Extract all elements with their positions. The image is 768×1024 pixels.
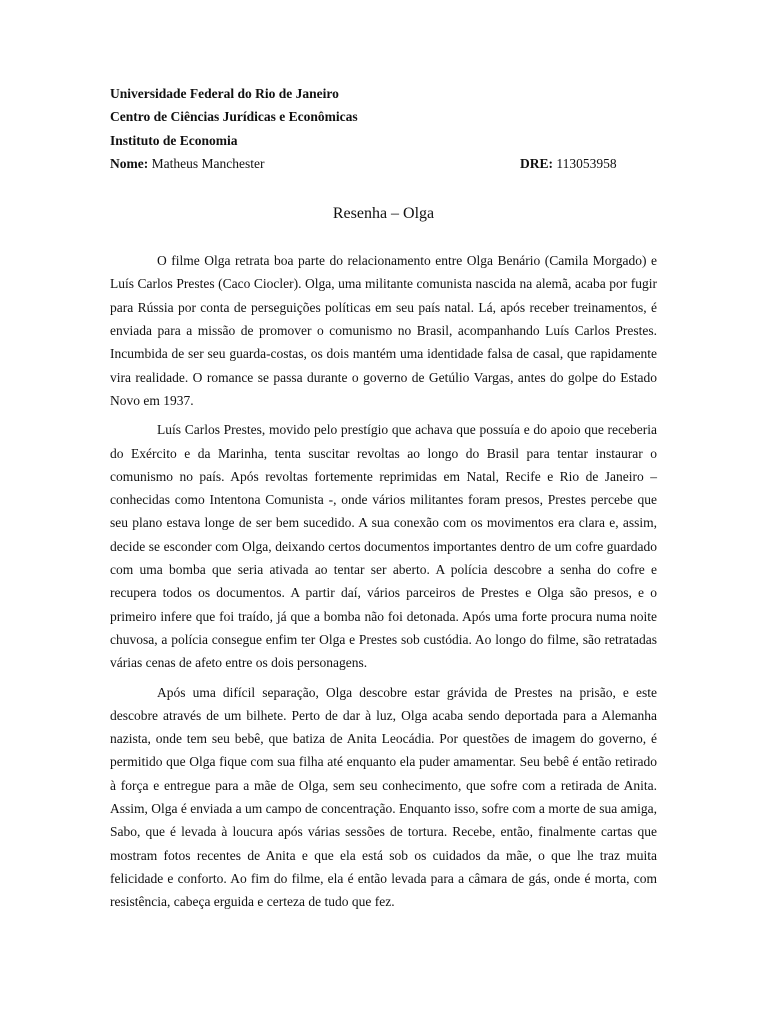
center-line (110, 105, 657, 128)
student-info-row (110, 152, 657, 175)
document-title: Resenha – Olga (332, 205, 435, 223)
paragraph: O filme Olga retrata boa parte do relacionamento entre Olga Benário (Camila Morgado) e Luís Carlos Prestes (Caco Ciocler). Olga, uma militante comunista nascida na alemã, acaba por fugir para Rússia por conta de perseguições políticas em seu país natal. Lá, após receber treinamentos, é enviada para a missão de promover o comunismo no Brasil, acompanhando Luís Carlos Prestes. Incumbida de ser seu guarda-costas, os dois mantém uma identidade falsa de casal, que rapidamente vira realidade. O romance se passa durante o governo de Getúlio Vargas, antes do golpe do Estado Novo em 1937. (110, 253, 657, 408)
institute-line (110, 129, 657, 152)
name-label: Nome: (110, 155, 149, 171)
dre-field (520, 152, 617, 175)
paragraph: Luís Carlos Prestes, movido pelo prestígio que achava que possuía e do apoio que receberia do Exército e da Marinha, tenta suscitar revoltas ao longo do Brasil para tentar instaurar o comunismo no país. Após revoltas fortemente reprimidas em Natal, Recife e Rio de Janeiro – conhecidas como Intentona Comunista -, onde vários militantes foram presos, Prestes percebe que seu plano estava longe de ser bem sucedido. A sua conexão com os movimentos era clara e, assim, decide se esconder com Olga, deixando certos documentos importantes dentro de um cofre guardado com uma bomba que seria ativada ao tentar ser aberto. A polícia descobre a senha do cofre e recupera todos os documentos. A partir daí, vários parceiros de Prestes e Olga são presos, e o primeiro infere que foi traído, já que a bomba não foi detonada. Após uma forte procura numa noite chuvosa, a polícia consegue enfim ter Olga e Prestes sob custódia. Ao longo do filme, são retratadas várias cenas de afeto entre os dois personagens. (110, 422, 657, 671)
university-name: Universidade Federal do Rio de Janeiro (110, 86, 339, 101)
dre-label: DRE: (520, 155, 553, 171)
document-header (110, 82, 657, 175)
institute-name: Instituto de Economia (110, 132, 238, 148)
university-line (110, 82, 657, 105)
dre-value: 113053958 (556, 155, 617, 171)
paragraph: Após uma difícil separação, Olga descobre estar grávida de Prestes na prisão, e este descobre através de um bilhete. Perto de dar à luz, Olga acaba sendo deportada para a Alemanha nazista, onde tem seu bebê, que batiza de Anita Leocádia. Por questões de imagem do governo, é permitido que Olga fique com sua filha até enquanto ela puder amamentar. Seu bebê é então retirado à força e entregue para a mãe de Olga, sem seu conhecimento, que sofre com a retirada de Anita. Assim, Olga é enviada a um campo de concentração. Enquanto isso, sofre com a morte de sua amiga, Sabo, que é levada à loucura após várias sessões de tortura. Recebe, então, finalmente cartas que mostram fotos recentes de Anita e que ela está sob os cuidados da mãe, o que lhe traz muita felicidade e conforto. Ao fim do filme, ela é então levada para a câmara de gás, onde é morta, com resistência, cabeça erguida e certeza de tudo que fez. (110, 684, 657, 910)
center-name: Centro de Ciências Jurídicas e Econômicas (110, 109, 358, 125)
document-page (110, 82, 657, 920)
student-name-field (110, 156, 264, 171)
name-value: Matheus Manchester (151, 155, 265, 171)
document-body (110, 249, 657, 913)
